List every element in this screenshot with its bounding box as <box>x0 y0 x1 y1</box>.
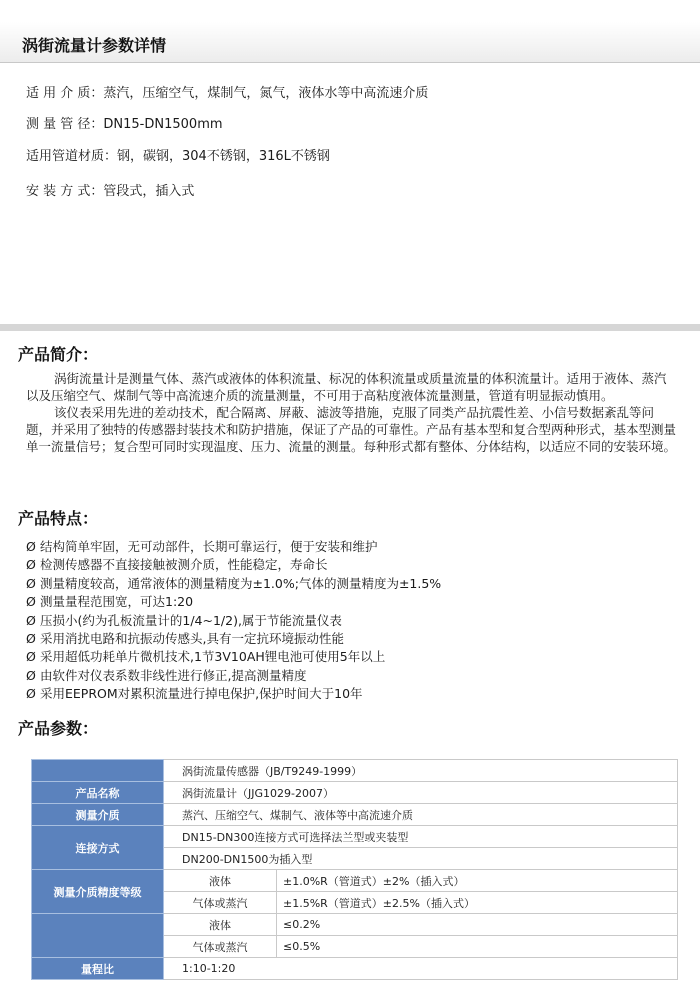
table-value-cell: DN200-DN1500为插入型 <box>164 848 678 870</box>
bullet-icon: Ø <box>26 575 36 591</box>
table-row <box>32 870 678 892</box>
spec-row-medium <box>26 82 428 101</box>
bullet-icon: Ø <box>26 594 36 610</box>
list-item: Ø 结构简单牢固，无可动部件，长期可靠运行，便于安装和维护 <box>26 538 676 556</box>
bullet-icon: Ø <box>26 557 36 573</box>
spec-row-diameter <box>26 113 223 132</box>
table-row <box>32 826 678 848</box>
table-value-cell: ±1.0%R（管道式）±2%（插入式） <box>277 870 678 892</box>
page-title: 涡街流量计参数详情 <box>22 36 167 55</box>
spec-label: 测 量 管 径： <box>26 117 104 132</box>
table-value-cell: ±1.5%R（管道式）±2.5%（插入式） <box>277 892 678 914</box>
table-sub-cell: 液体 <box>164 914 277 936</box>
list-item: Ø 检测传感器不直接接触被测介质，性能稳定，寿命长 <box>26 556 676 574</box>
intro-heading: 产品简介： <box>18 345 99 364</box>
spec-value: 管段式，插入式 <box>103 184 195 199</box>
intro-paragraph: 涡街流量计是测量气体、蒸汽或液体的体积流量、标况的体积流量或质量流量的体积流量计。适用于液体、蒸汽以及压缩空气、煤制气等中高流速介质的流量测量，不可用于高粘度液体流量测量，管道有明显振动慎用。 <box>26 371 667 403</box>
spec-label: 安 装 方 式： <box>26 184 104 199</box>
bullet-icon: Ø <box>26 612 36 628</box>
features-heading: 产品特点： <box>18 509 99 528</box>
table-row <box>32 958 678 980</box>
table-label-cell: 测量介质 <box>32 804 164 826</box>
spec-value: 蒸汽，压缩空气，煤制气，氮气，液体水等中高流速介质 <box>103 86 429 101</box>
bullet-icon: Ø <box>26 686 36 702</box>
spec-label: 适用管道材质： <box>26 149 118 164</box>
spec-row-install <box>26 180 194 199</box>
table-value-cell: ≤0.2% <box>277 914 678 936</box>
table-value-cell: DN15-DN300连接方式可选择法兰型或夹装型 <box>164 826 678 848</box>
table-label-cell: 产品名称 <box>32 782 164 804</box>
list-item: Ø 由软件对仪表系数非线性进行修正,提高测量精度 <box>26 667 676 685</box>
table-value-cell: ≤0.5% <box>277 936 678 958</box>
bullet-icon: Ø <box>26 667 36 683</box>
intro-paragraph: 该仪表采用先进的差动技术，配合隔离、屏蔽、滤波等措施，克服了同类产品抗震性差、小信号数据紊乱等问题，并采用了独特的传感器封装技术和防护措施，保证了产品的可靠性。产品有基本型和复合型两种形式，基本型测量单一流量信号；复合型可同时实现温度、压力、流量的测量。每种形式都有整体、分体结构，以适应不同的安装环境。 <box>26 405 677 454</box>
intro-text <box>26 370 676 455</box>
list-item: Ø 采用消扰电路和抗振动传感头,具有一定抗环境振动性能 <box>26 630 676 648</box>
spec-row-material <box>26 145 330 164</box>
section-divider <box>0 324 700 331</box>
list-item: Ø 测量精度较高，通常液体的测量精度为±1.0%;气体的测量精度为±1.5% <box>26 575 676 593</box>
bullet-icon: Ø <box>26 539 36 554</box>
spec-label: 适 用 介 质： <box>26 86 104 101</box>
params-heading: 产品参数： <box>18 719 99 738</box>
bullet-icon: Ø <box>26 631 36 647</box>
table-label-cell <box>32 760 164 782</box>
bullet-icon: Ø <box>26 649 36 665</box>
table-value-cell: 涡街流量计（JJG1029-2007） <box>164 782 678 804</box>
spec-value: 钢，碳钢，304不锈钢，316L不锈钢 <box>117 149 330 164</box>
table-label-cell: 测量介质精度等级 <box>32 870 164 914</box>
list-item: Ø 采用EEPROM对累积流量进行掉电保护,保护时间大于10年 <box>26 685 676 703</box>
table-label-cell <box>32 914 164 958</box>
table-value-cell: 1:10-1:20 <box>164 958 678 980</box>
features-list <box>26 538 676 704</box>
list-item: Ø 压损小(约为孔板流量计的1/4~1/2),属于节能流量仪表 <box>26 612 676 630</box>
table-label-cell: 量程比 <box>32 958 164 980</box>
table-row <box>32 760 678 782</box>
table-row <box>32 782 678 804</box>
table-value-cell: 涡街流量传感器（JB/T9249-1999） <box>164 760 678 782</box>
spec-value: DN15-DN1500mm <box>103 117 223 132</box>
params-table <box>31 759 678 980</box>
table-sub-cell: 液体 <box>164 870 277 892</box>
table-sub-cell: 气体或蒸汽 <box>164 936 277 958</box>
table-row <box>32 804 678 826</box>
table-sub-cell: 气体或蒸汽 <box>164 892 277 914</box>
table-value-cell: 蒸汽、压缩空气、煤制气、液体等中高流速介质 <box>164 804 678 826</box>
table-label-cell: 连接方式 <box>32 826 164 870</box>
list-item: Ø 采用超低功耗单片微机技术,1节3V10AH锂电池可使用5年以上 <box>26 648 676 666</box>
table-row <box>32 914 678 936</box>
list-item: Ø 测量量程范围宽，可达1:20 <box>26 593 676 611</box>
